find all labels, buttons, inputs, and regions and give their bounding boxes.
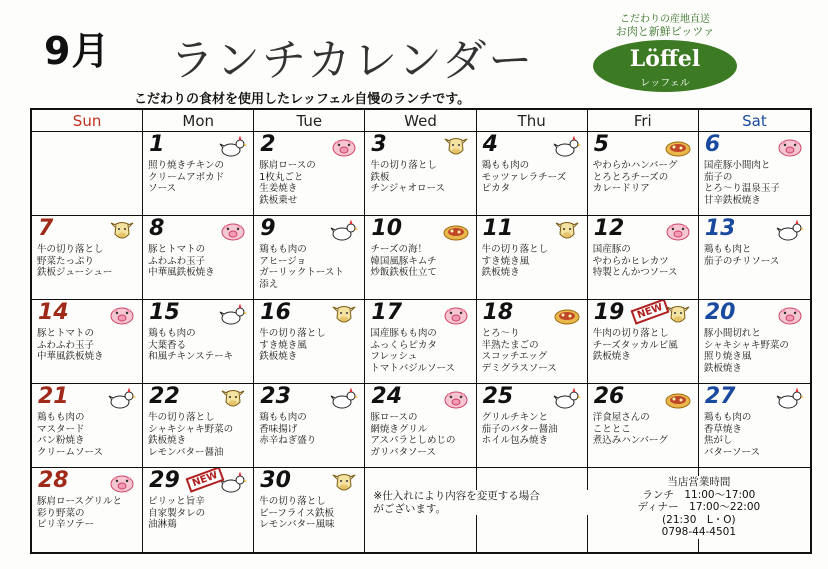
chicken-icon (108, 388, 136, 410)
menu-text: 鶏もも肉の マスタード パン粉焼き クリームソース (37, 412, 104, 458)
weekday-mon: Mon (143, 110, 254, 132)
day-cell (32, 216, 143, 300)
month-label: 9月 (44, 29, 111, 73)
pig-icon (776, 304, 804, 326)
pig-icon (330, 136, 358, 158)
logo-kana: レッフェル (640, 78, 690, 89)
pig-icon (776, 136, 804, 158)
day-cell (254, 216, 365, 300)
day-cell (699, 132, 810, 216)
day-number: 19 (593, 300, 625, 325)
menu-text: 牛の切り落とし 鉄板 チンジャオロース (370, 160, 446, 194)
menu-text: 豚肩ロースの 1枚丸ごと 生姜焼き 鉄板乗せ (259, 160, 316, 206)
day-number: 28 (38, 468, 69, 493)
menu-text: 豚とトマトの ふわふわ玉子 中華風鉄板焼き (37, 328, 104, 362)
day-number: 30 (260, 468, 291, 493)
chicken-icon (330, 220, 358, 242)
day-cell (699, 384, 810, 468)
chicken-icon (776, 388, 804, 410)
day-number: 14 (38, 300, 69, 325)
day-cell (365, 132, 476, 216)
day-number: 20 (704, 300, 736, 325)
cow-icon (330, 472, 358, 494)
day-number: 7 (38, 216, 54, 241)
day-number: 21 (38, 384, 69, 409)
menu-text: 国産豚もも肉の ふっくらピカタ フレッシュ トマトバジルソース (370, 328, 456, 374)
chicken-icon (553, 388, 581, 410)
menu-text: 豚小間切れと シャキシャキ野菜の 照り焼き風 鉄板焼き (703, 328, 789, 374)
day-cell (254, 468, 365, 552)
day-number: 25 (482, 384, 514, 409)
menu-text: とろ～り 半熟たまごの スコッチエッグ デミグラスソース (481, 328, 557, 374)
empty-cell (32, 132, 143, 216)
day-cell (477, 216, 588, 300)
day-cell (143, 216, 254, 300)
day-cell (32, 468, 143, 552)
day-number: 17 (371, 300, 403, 325)
new-badge: NEW (186, 468, 225, 493)
day-cell (254, 132, 365, 216)
day-number: 29 (149, 468, 180, 493)
menu-text: 照り焼きチキンの クリームアボカド ソース (148, 160, 225, 194)
day-number: 1 (149, 132, 165, 157)
chicken-icon (553, 136, 581, 158)
restaurant-logo (585, 10, 745, 100)
menu-text: 鶏もも肉の 香味揚げ 赤辛ねぎ盛り (259, 412, 317, 446)
subtitle: こだわりの食材を使用したレッフェル自慢のランチです。 (134, 92, 471, 107)
menu-text: 牛肉の切り落とし チーズタッカルビ風 鉄板焼き (592, 328, 678, 362)
cow-icon (108, 220, 136, 242)
cow-icon (330, 304, 358, 326)
weekday-fri: Fri (588, 110, 699, 132)
day-number: 12 (593, 216, 625, 241)
menu-text: 牛の切り落とし すき焼き風 鉄板焼き (259, 328, 326, 362)
menu-text: 豚肩ロースグリルと 彩り野菜の ピリ辛ソテー (37, 496, 123, 530)
day-number: 13 (704, 216, 736, 241)
menu-text: やわらかハンバーグ とろとろチーズの カレードリア (592, 160, 678, 194)
day-cell (254, 384, 365, 468)
cow-icon (553, 220, 581, 242)
menu-change-notice: ※仕入れにより内容を変更する場合 がございます。 (373, 490, 635, 515)
day-cell (365, 216, 476, 300)
day-cell (143, 132, 254, 216)
day-cell (32, 300, 143, 384)
day-cell (143, 468, 254, 552)
menu-text: 鶏もも肉の アヒージョ ガーリックトースト 添え (259, 244, 344, 290)
day-number: 15 (149, 300, 180, 325)
menu-text: 鶏もも肉の 香草焼き 焦がし バターソース (703, 412, 760, 458)
day-cell (365, 384, 476, 468)
day-cell (477, 132, 588, 216)
weekday-tue: Tue (254, 110, 365, 132)
food-icon (553, 304, 581, 326)
day-number: 18 (482, 300, 514, 325)
day-number: 4 (482, 132, 498, 157)
day-cell (143, 384, 254, 468)
menu-text: グリルチキンと 茄子のバター醤油 ホイル包み焼き (481, 412, 558, 446)
day-number: 6 (704, 132, 721, 157)
day-cell (588, 384, 699, 468)
menu-text: 牛の切り落とし シャキシャキ野菜の 鉄板焼き レモンバター醤油 (148, 412, 234, 458)
page-title: ランチカレンダー (170, 35, 535, 86)
pig-icon (108, 472, 136, 494)
day-number: 9 (260, 216, 276, 241)
day-number: 16 (260, 300, 291, 325)
day-number: 10 (371, 216, 403, 241)
day-number: 2 (260, 132, 276, 157)
day-number: 11 (482, 216, 514, 241)
logo-name: Löffel (629, 46, 701, 72)
cow-icon (442, 136, 470, 158)
day-cell (143, 300, 254, 384)
pig-icon (442, 304, 470, 326)
business-hours: 当店営業時間 ランチ 11:00～17:00 ディナー 17:00～22:00 (21:30 L・O) 0798-44-4501 (588, 476, 810, 539)
chicken-icon (219, 136, 247, 158)
day-cell (588, 300, 699, 384)
logo-tagline-2: お肉と新鮮ピッツァ (615, 25, 715, 38)
day-cell (365, 300, 476, 384)
menu-text: 鶏もも肉の モッツァレラチーズ ピカタ (481, 160, 567, 194)
menu-text: ピリッと旨辛 自家製タレの 油淋鶏 (148, 496, 206, 530)
menu-text: 鶏もも肉と 茄子のチリソース (703, 244, 780, 267)
menu-text: 洋食屋さんの こととこ 煮込みハンバーグ (592, 412, 669, 446)
chicken-icon (776, 220, 804, 242)
day-cell (699, 216, 810, 300)
day-number: 3 (371, 132, 387, 157)
day-number: 24 (371, 384, 403, 409)
weekday-sun: Sun (32, 110, 143, 132)
day-number: 23 (260, 384, 291, 409)
day-number: 8 (149, 216, 165, 241)
day-cell (254, 300, 365, 384)
day-number: 27 (704, 384, 736, 409)
day-cell (477, 300, 588, 384)
food-icon (664, 388, 692, 410)
menu-text: チーズの海！ 韓国風豚キムチ 炒飯鉄板仕立て (370, 244, 437, 278)
weekday-wed: Wed (365, 110, 476, 132)
menu-text: 豚ロースの 網焼きグリル アスパラとしめじの ガリバタソース (370, 412, 456, 458)
menu-text: 豚とトマトの ふわふわ玉子 中華風鉄板焼き (148, 244, 215, 278)
day-cell (32, 384, 143, 468)
menu-text: 牛の切り落とし ビーフライス鉄板 レモンバター風味 (259, 496, 335, 530)
day-cell (699, 300, 810, 384)
chicken-icon (219, 472, 247, 494)
pig-icon (442, 388, 470, 410)
logo-tagline-1: こだわりの産地直送 (620, 14, 710, 25)
new-badge: NEW (630, 300, 669, 325)
day-number: 26 (593, 384, 625, 409)
day-number: 22 (149, 384, 180, 409)
cow-icon (219, 388, 247, 410)
menu-text: 鶏もも肉の 大葉香る 和風チキンステーキ (148, 328, 234, 362)
menu-text: 牛の切り落とし 野菜たっぷり 鉄板ジューシュー (37, 244, 113, 278)
menu-text: 牛の切り落とし すき焼き風 鉄板焼き (481, 244, 549, 278)
pig-icon (219, 220, 247, 242)
menu-text: 国産豚小間肉と 茄子の とろ～り温泉玉子 甘辛鉄板焼き (703, 160, 780, 206)
calendar-grid (30, 108, 812, 554)
day-cell (477, 384, 588, 468)
chicken-icon (330, 388, 358, 410)
chicken-icon (219, 304, 247, 326)
food-icon (664, 136, 692, 158)
day-cell (588, 216, 699, 300)
day-cell (588, 132, 699, 216)
food-icon (442, 220, 470, 242)
pig-icon (108, 304, 136, 326)
day-number: 5 (593, 132, 610, 157)
weekday-sat: Sat (699, 110, 810, 132)
pig-icon (664, 220, 692, 242)
weekday-thu: Thu (477, 110, 588, 132)
menu-text: 国産豚の やわらかヒレカツ 特製とんかつソース (592, 244, 678, 278)
